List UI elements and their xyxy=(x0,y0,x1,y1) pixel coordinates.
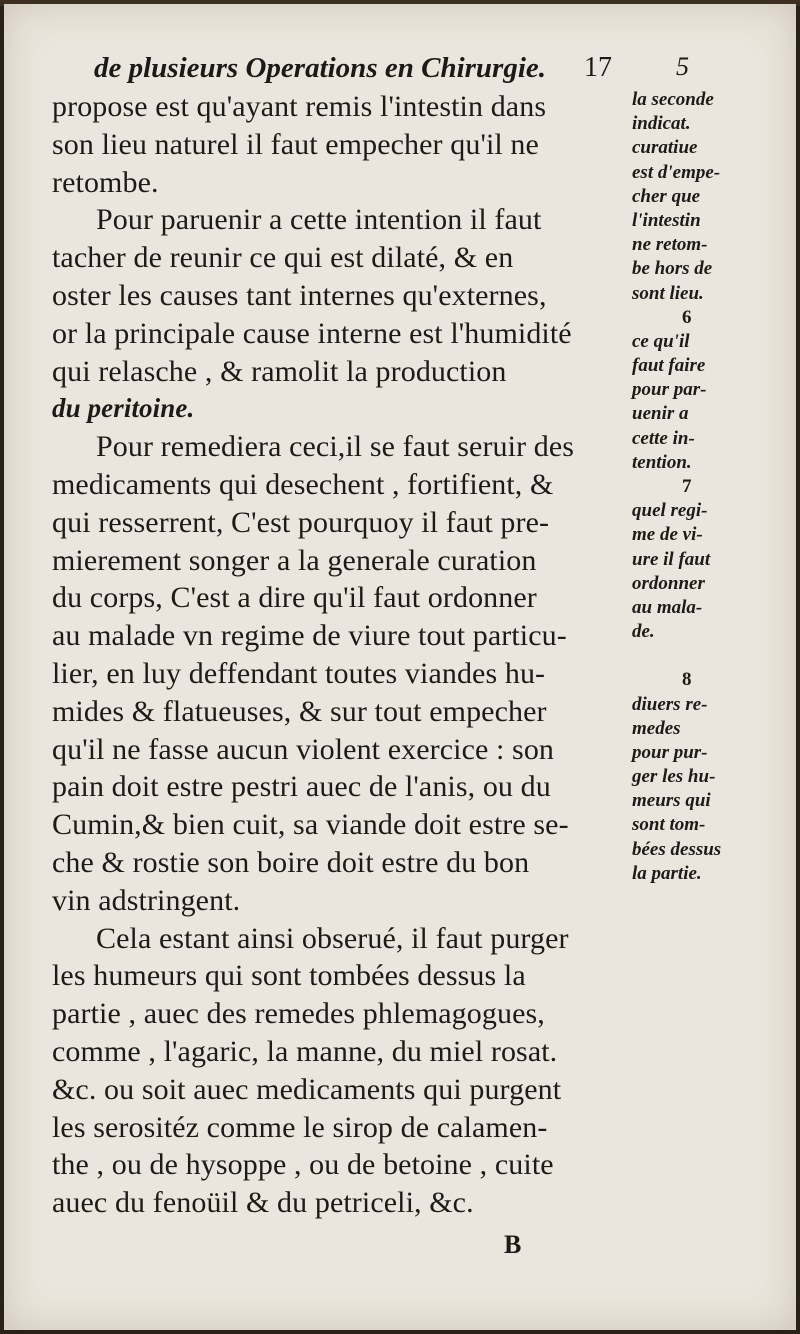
text-line: les serositéz comme le sirop de calamen- xyxy=(52,1110,548,1144)
text-line: tacher de reunir ce qui est dilaté, & en xyxy=(52,241,514,275)
text-line: mierement songer a la generale curation xyxy=(52,543,537,577)
margin-note-line: au mala- xyxy=(632,596,703,618)
text-line: partie , auec des remedes phlemagogues, xyxy=(52,997,545,1031)
margin-note-line: pour pur- xyxy=(632,741,708,763)
text-line: son lieu naturel il faut empecher qu'il ne xyxy=(52,127,539,161)
text-line: or la principale cause interne est l'humidité xyxy=(52,316,572,350)
text-line: qu'il ne fasse aucun violent exercice : son xyxy=(52,732,555,766)
margin-note-line: me de vi- xyxy=(632,524,703,546)
text-line: Cumin,& bien cuit, sa viande doit estre se- xyxy=(52,808,569,842)
text-line: lier, en luy deffendant toutes viandes hu- xyxy=(52,656,546,690)
text-line: qui relasche , & ramolit la production xyxy=(52,354,507,388)
page-number: 17 xyxy=(584,52,612,83)
margin-note-line: pour par- xyxy=(632,379,707,401)
text-line: Cela estant ainsi obserué, il faut purger xyxy=(96,921,569,955)
margin-note-number: 5 xyxy=(676,52,689,81)
margin-note-line: sont lieu. xyxy=(632,282,704,304)
text-line: pain doit estre pestri auec de l'anis, ou du xyxy=(52,770,551,804)
margin-note-line: l'intestin xyxy=(632,209,701,231)
main-text xyxy=(52,88,632,1222)
text-line: auec du fenoüil & du petriceli, &c. xyxy=(52,1186,474,1220)
text-line: comme , l'agaric, la manne, du miel rosat. xyxy=(52,1034,558,1068)
text-line: Pour remediera ceci,il se faut seruir des xyxy=(96,430,575,464)
text-line: medicaments qui desechent , fortifient, & xyxy=(52,467,554,501)
margin-note-line: curatiue xyxy=(632,137,698,159)
text-line: vin adstringent. xyxy=(52,883,241,917)
margin-note-line: faut faire xyxy=(632,355,706,377)
margin-spacer xyxy=(632,644,796,668)
text-line: du corps, C'est a dire qu'il faut ordonner xyxy=(52,581,537,615)
text-line: oster les causes tant internes qu'externes, xyxy=(52,278,547,312)
margin-note-line: medes xyxy=(632,717,681,739)
margin-note-line: quel regi- xyxy=(632,500,708,522)
margin-note-number: 7 xyxy=(682,476,692,497)
text-line: du peritoine. xyxy=(52,393,195,424)
running-head: de plusieurs Operations en Chirurgie. xyxy=(94,52,547,84)
margin-note-line: cher que xyxy=(632,185,701,207)
margin-note-line: ure il faut xyxy=(632,548,711,570)
text-line: Pour paruenir a cette intention il faut xyxy=(96,203,542,237)
margin-note-line: uenir a xyxy=(632,403,689,425)
margin-note-line: meurs qui xyxy=(632,790,711,812)
margin-note-line: sont tom- xyxy=(632,814,706,836)
margin-note-line: indicat. xyxy=(632,113,691,135)
signature-mark: B xyxy=(504,1230,522,1259)
margin-note-line: ne retom- xyxy=(632,234,708,256)
margin-note-number: 8 xyxy=(682,669,692,691)
margin-note-line: tention. xyxy=(632,451,692,473)
margin-note-line: la seconde xyxy=(632,89,714,110)
text-line: qui resserrent, C'est pourquoy il faut pre- xyxy=(52,505,550,539)
text-line: au malade vn regime de viure tout particu- xyxy=(52,619,567,653)
margin-note-line: la partie. xyxy=(632,862,702,884)
margin-note-line: est d'empe- xyxy=(632,161,721,183)
margin-note-line: cette in- xyxy=(632,427,695,449)
text-line: propose est qu'ayant remis l'intestin dans xyxy=(52,90,547,123)
text-line: che & rostie son boire doit estre du bon xyxy=(52,845,530,879)
text-line: mides & flatueuses, & sur tout empecher xyxy=(52,694,547,728)
book-page xyxy=(4,4,796,1330)
margin-notes xyxy=(632,88,796,886)
margin-note-line: de. xyxy=(632,621,655,643)
page-header xyxy=(4,52,796,92)
margin-note-line: ordonner xyxy=(632,572,705,594)
text-line: the , ou de hysoppe , ou de betoine , cuite xyxy=(52,1148,554,1182)
margin-note-number: 6 xyxy=(682,306,692,328)
text-line: les humeurs qui sont tombées dessus la xyxy=(52,959,526,993)
text-line: &c. ou soit auec medicaments qui purgent xyxy=(52,1072,562,1106)
margin-note-line: ger les hu- xyxy=(632,766,716,788)
margin-note-line: diuers re- xyxy=(632,693,708,715)
margin-note-line: bées dessus xyxy=(632,838,722,860)
margin-note-line: ce qu'il xyxy=(632,330,690,352)
margin-note-line: be hors de xyxy=(632,258,713,280)
text-line: retombe. xyxy=(52,165,159,199)
